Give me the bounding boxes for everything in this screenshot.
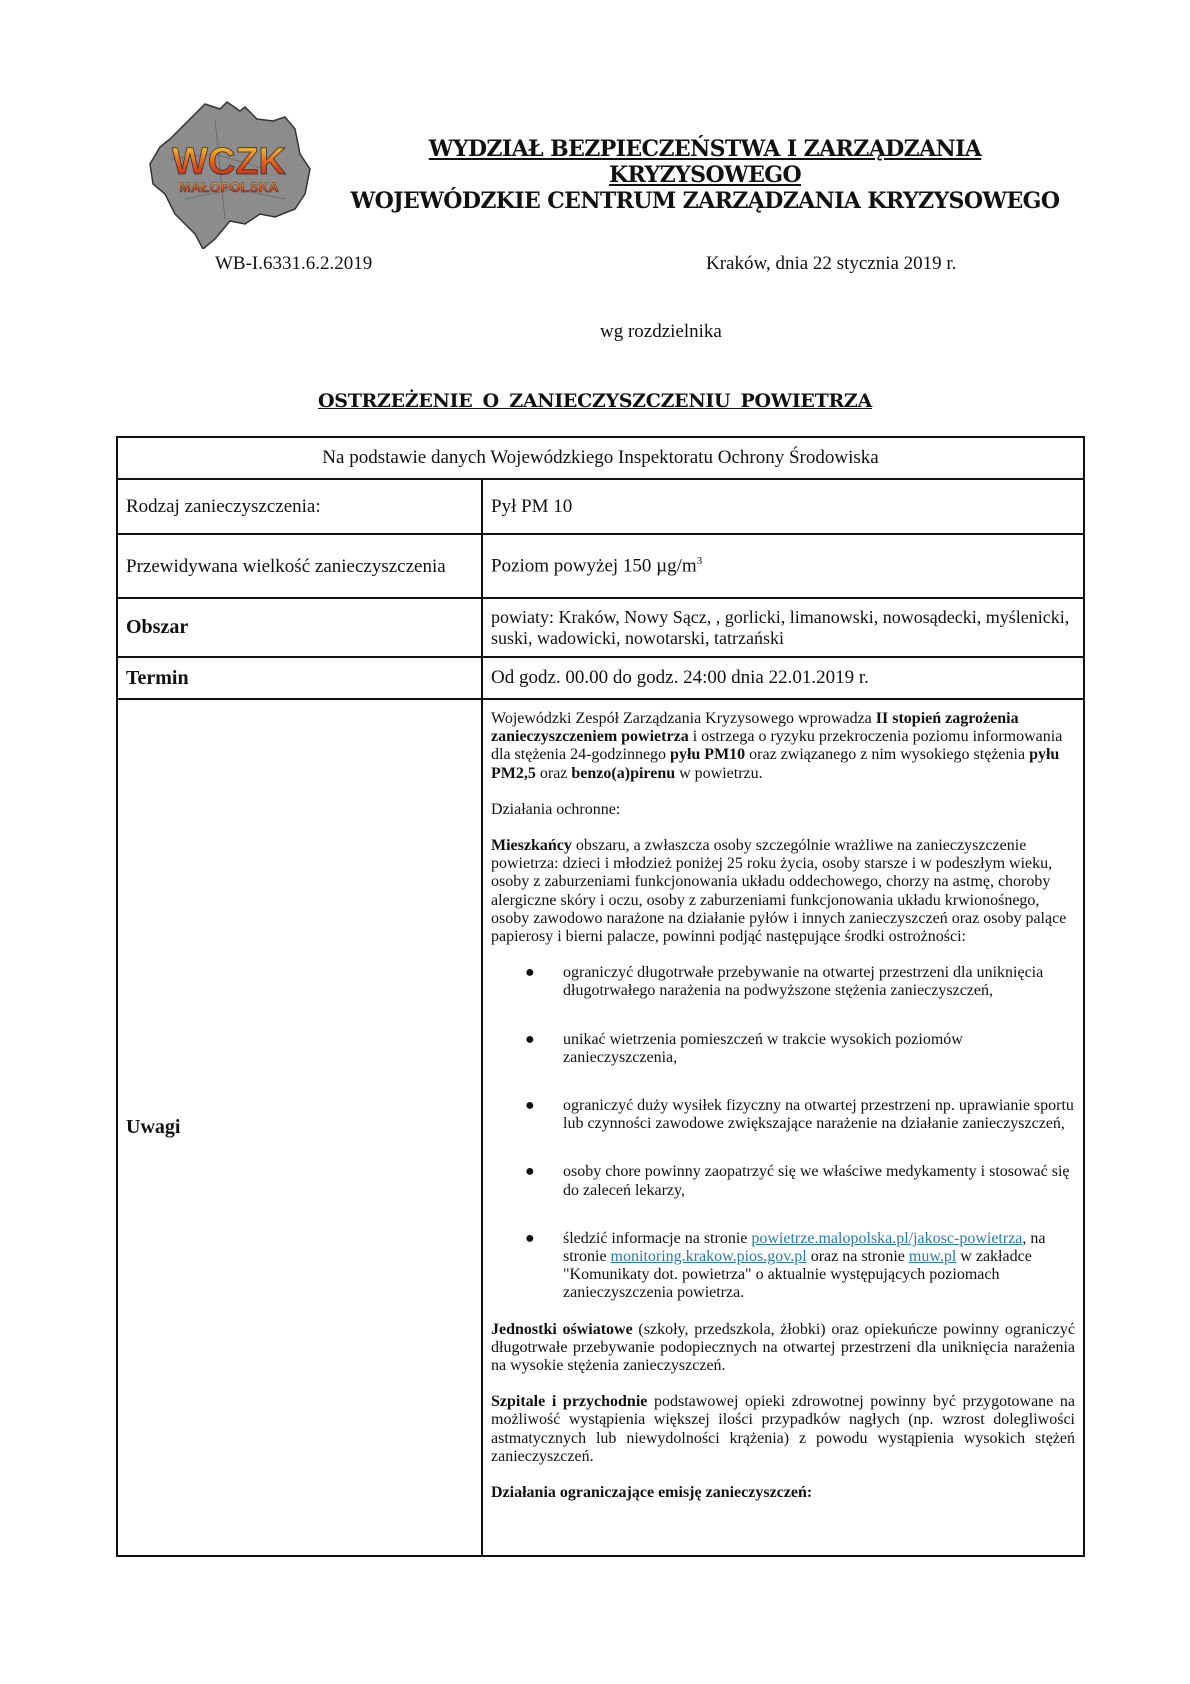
- remarks-label: Uwagi: [117, 699, 482, 1556]
- remarks-content: [482, 699, 1084, 1556]
- document-title: OSTRZEŻENIE O ZANIECZYSZCZENIU POWIETRZA: [318, 390, 872, 412]
- svg-text:WCZK: WCZK: [172, 141, 286, 183]
- link-powietrze-malopolska[interactable]: powietrze.malopolska.pl/jakosc-powietrza: [751, 1229, 1023, 1247]
- area-value: powiaty: Kraków, Nowy Sącz, , gorlicki, limanowski, nowosądecki, myślenicki, suski, wadowicki, nowotarski, tatrzański: [482, 598, 1084, 657]
- bullet-dot-icon: ●: [525, 1030, 535, 1048]
- list-item: ● unikać wietrzenia pomieszczeń w trakcie wysokich poziomów zanieczyszczenia,: [525, 1030, 963, 1066]
- svg-text:MAŁOPOLSKA: MAŁOPOLSKA: [179, 179, 279, 195]
- list-item: ● ograniczyć długotrwałe przebywanie na otwartej przestrzeni dla uniknięcia długotrwałego narażenia na podwyższone stężenia zanieczyszczeń,: [525, 964, 1044, 1000]
- center-name: WOJEWÓDZKIE CENTRUM ZARZĄDZANIA KRYZYSOWEGO: [350, 188, 1060, 214]
- recipient: wg rozdzielnika: [600, 321, 722, 342]
- pollution-level-value: [482, 534, 1084, 598]
- link-monitoring-krakow[interactable]: monitoring.krakow.pios.gov.pl: [610, 1248, 807, 1266]
- bullet-dot-icon: ●: [525, 964, 535, 982]
- list-item: ● śledzić informacje na stronie powietrze.malopolska.pl/jakosc-powietrza, na stronie monitoring.krakow.pios.gov.pl oraz na stronie muw.pl w zakładce "Komunikaty dot. powietrza" o aktualnie występujących poziomach zanieczyszczenia powietrza.: [525, 1229, 1046, 1302]
- pollution-type-label: Rodzaj zanieczyszczenia:: [117, 479, 482, 534]
- list-item: ● osoby chore powinny zaopatrzyć się we właściwe medykamenty i stosować się do zaleceń lekarzy,: [525, 1163, 1070, 1199]
- level-text: Poziom powyżej 150 µg/m: [491, 555, 697, 577]
- department-name-line2: KRYZYSOWEGO: [608, 162, 802, 188]
- term-value: Od godz. 00.00 do godz. 24:00 dnia 22.01.2019 r.: [482, 657, 1084, 699]
- residents-paragraph: Mieszkańcy obszaru, a zwłaszcza osoby szczególnie wrażliwe na zanieczyszczenie powietrza: dzieci i młodzież poniżej 25 roku życia, osoby starsze i w podeszłym wieku, osoby z zaburzeniami funkcjonowania układu oddechowego, chorzy na astmę, choroby alergiczne skóry i oczu, osoby z zaburzeniami funkcjonowania układu krwionośnego, osoby zawodowo narażone na działanie pyłów i innych zanieczyszczeń oraz osoby palące papierosy i bierni palacze, powinni podjąć następujące środki ostrożności:: [491, 837, 1067, 946]
- precautions-list: [491, 964, 1075, 1302]
- link-muw[interactable]: muw.pl: [908, 1248, 957, 1266]
- wczk-logo: [145, 99, 315, 249]
- announcement-paragraph: Wojewódzki Zespół Zarządzania Kryzysowego wprowadza II stopień zagrożenia zanieczyszczeniem powietrza i ostrzega o ryzyku przekroczenia poziomu informowania dla stężenia 24-godzinnego pyłu PM10 oraz związanego z nim wysokiego stężenia pyłu PM2,5 oraz benzo(a)pirenu w powietrzu.: [491, 710, 1063, 782]
- warning-table: [116, 436, 1085, 1557]
- place-date: Kraków, dnia 22 stycznia 2019 r.: [706, 253, 957, 274]
- term-label: Termin: [117, 657, 482, 699]
- area-label: Obszar: [117, 598, 482, 657]
- bullet-dot-icon: ●: [525, 1229, 535, 1247]
- protective-actions-heading: Działania ochronne:: [491, 800, 621, 818]
- pollution-type-value: Pył PM 10: [482, 479, 1084, 534]
- reference-number: WB-I.6331.6.2.2019: [215, 253, 373, 274]
- unit-exponent: 3: [696, 554, 703, 567]
- department-name-line1: WYDZIAŁ BEZPIECZEŃSTWA I ZARZĄDZANIA: [428, 136, 982, 162]
- emission-reduction-heading: Działania ograniczające emisję zanieczyszczeń:: [491, 1484, 813, 1502]
- list-item: ● ograniczyć duży wysiłek fizyczny na otwartej przestrzeni np. uprawianie sportu lub czynności zawodowe zwiększające narażenie na działanie zanieczyszczeń,: [525, 1097, 1074, 1133]
- hospitals-paragraph: Szpitale i przychodnie podstawowej opieki zdrowotnej powinny być przygotowane na możliwość wystąpienia większej ilości przypadków nagłych (np. wzrost dolegliwości astmatycznych lub niewydolności krążenia) z powodu wystąpienia wysokich stężeń zanieczyszczeń.: [491, 1393, 1076, 1465]
- bullet-dot-icon: ●: [525, 1097, 535, 1115]
- bullet-dot-icon: ●: [525, 1163, 535, 1181]
- pollution-level-label: Przewidywana wielkość zanieczyszczenia: [117, 534, 482, 598]
- data-source: Na podstawie danych Wojewódzkiego Inspektoratu Ochrony Środowiska: [117, 437, 1084, 479]
- schools-paragraph: Jednostki oświatowe (szkoły, przedszkola, żłobki) oraz opiekuńcze powinny ograniczyć długotrwałe przebywanie podopiecznych na otwartej przestrzeni dla uniknięcia narażenia na wysokie stężenia zanieczyszczeń.: [491, 1320, 1075, 1375]
